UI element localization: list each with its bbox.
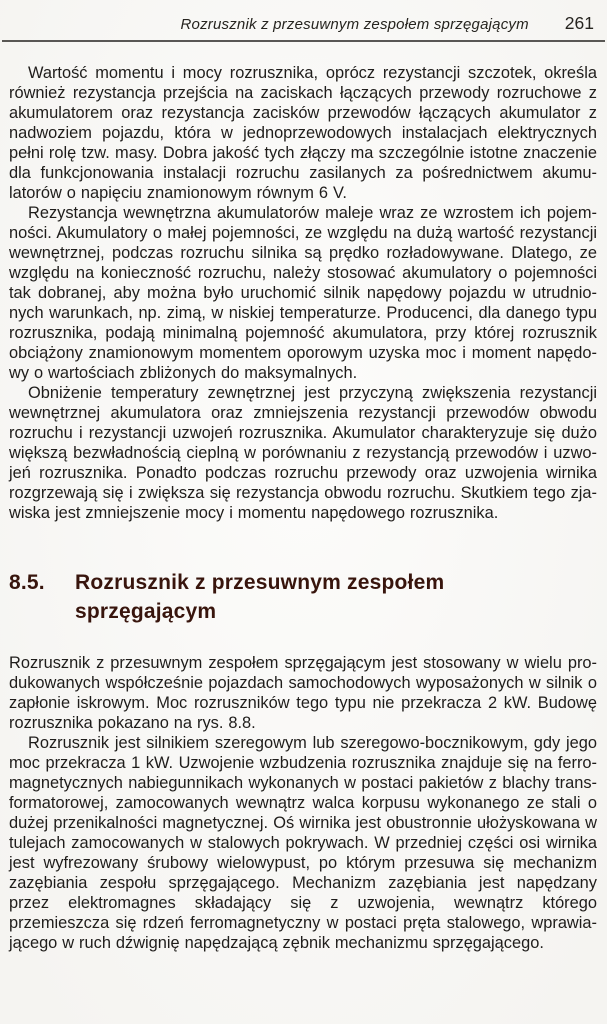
running-header: [0, 0, 607, 34]
paragraph-intro-2: Rezystancja wewnętrzna akumulatorów maleje wraz ze wzrostem ich pojemności. Akumulatory o małej pojemności, ze względu na dużą wartość rezystancji wewnętrznej, podczas rozruchu silnika są prędko rozładowywane. Dlatego, ze względu na konieczność rozruchu, należy stosować akumulatory o pojemności tak dobranej, aby można było uruchomić silnik napędowy pojazdu w utrudnionych warunkach, np. zimą, w niskiej temperaturze. Producenci, dla danego typu rozrusznika, podają minimalną pojemność akumulatora, przy której rozrusznik obciążony znamionowym momentem oporowym uzyska moc i moment napędowy o wartościach zbliżonych do maksymalnych.: [9, 204, 597, 382]
page-number: 261: [564, 13, 594, 33]
paragraph-intro-1: Wartość momentu i mocy rozrusznika, oprócz rezystancji szczotek, określa również rezystancja przejścia na zaciskach łączących przewody rozruchowe z akumulatorem oraz rezystancja zacisków przewodów łączących akumulator z nadwoziem pojazdu, która w jednoprzewodowych instalacjach elektrycznych pełni rolę tzw. masy. Dobra jakość tych złączy ma szczególnie istotne znaczenie dla funkcjonowania instalacji rozruchu zasilanych za pośrednictwem akumulatorów o napięciu znamionowym równym 6 V.: [9, 64, 597, 202]
paragraph-intro-3: Obniżenie temperatury zewnętrznej jest przyczyną zwiększenia rezystancji wewnętrznej akumulatora oraz zmniejszenia rezystancji przewodów obwodu rozruchu i rezystancji uzwojeń rozrusznika. Akumulator charakteryzuje się dużo większą bezwładnością cieplną w porównaniu z rezystancją przewodów i uzwojeń rozrusznika. Ponadto podczas rozruchu przewody oraz uzwojenia wirnika rozgrzewają się i zwiększa się rezystancja obwodu rozruchu. Skutkiem tego zjawiska jest zmniejszenie mocy i momentu napędowego rozrusznika.: [9, 384, 597, 522]
section-heading: [9, 568, 597, 626]
section-number: 8.5.: [9, 571, 45, 594]
section-title: Rozrusznik z przesuwnym zespołem sprzęgającym: [75, 571, 445, 623]
paragraph-section-2: Rozrusznik jest silnikiem szeregowym lub szeregowo-bocznikowym, gdy jego moc przekracza 1 kW. Uzwojenie wzbudzenia rozrusznika znajduje się na ferromagnetycznych nabiegunnikach wykonanych w postaci pakietów z blachy transformatorowej, zamocowanych wewnątrz walca korpusu wykonanego ze stali o dużej przenikalności magnetycznej. Oś wirnika jest obustronnie ułożyskowana w tulejach zamocowanych w stalowych pokrywach. W przedniej części osi wirnika jest wyfrezowany śrubowy wielowypust, po którym przesuwa się mechanizm zazębiania zespołu sprzęgającego. Mechanizm zazębiania jest napędzany przez elektromagnes składający się z uzwojenia, wewnątrz którego przemieszcza się rdzeń ferromagnetyczny w postaci pręta stalowego, wprawiającego w ruch dźwignię napędzającą zębnik mechanizmu sprzęgającego.: [9, 734, 597, 952]
running-header-title: Rozrusznik z przesuwnym zespołem sprzęgającym: [180, 16, 529, 33]
page-body: [0, 42, 607, 953]
paragraph-section-1: Rozrusznik z przesuwnym zespołem sprzęgającym jest stosowany w wielu produkowanych współcześnie pojazdach samochodowych wyposażonych w silnik o zapłonie iskrowym. Moc rozruszników tego typu nie przekracza 2 kW. Budowę rozrusznika pokazano na rys. 8.8.: [9, 654, 597, 732]
header-rule: [2, 40, 605, 42]
